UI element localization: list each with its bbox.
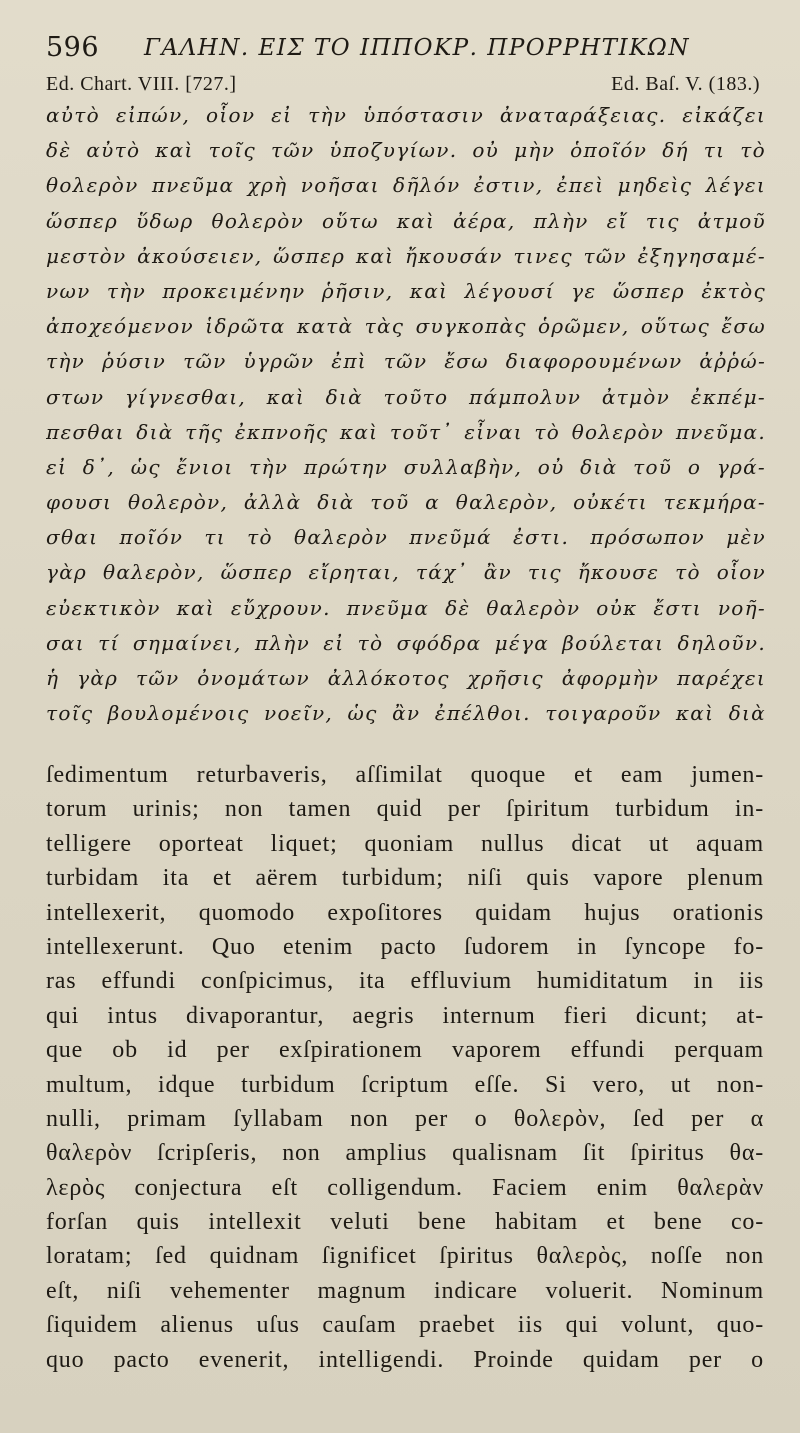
latin-line: ras effundi conſpicimus, ita effluvium humiditatum in iis — [46, 968, 764, 995]
edition-reference-basel: Ed. Baſ. V. (183.) — [611, 73, 760, 95]
greek-line: γὰρ θαλερὸν, ὥσπερ εἴρηται, τάχ᾽ ἂν τις ἤκουσε τὸ οἷον — [46, 560, 766, 585]
greek-line: στων γίγνεσθαι, καὶ διὰ τοῦτο πάμπολυν ἀτμὸν ἐκπέμ- — [46, 384, 766, 409]
latin-line: λερὸς conjectura eſt colligendum. Faciem enim θαλερὰν — [46, 1174, 764, 1201]
greek-line: θολερὸν πνεῦμα χρὴ νοῆσαι δῆλόν ἐστιν, ἐπεὶ μηδεὶς λέγει — [46, 173, 766, 198]
latin-line: intellexerit, quomodo expoſitores quidam hujus orationis — [46, 899, 764, 926]
greek-line: εἰ δ᾽, ὡς ἔνιοι τὴν πρώτην συλλαβὴν, οὐ διὰ τοῦ ο γρά- — [46, 454, 766, 479]
latin-line: loratam; ſed quidnam ſignificet ſpiritus θαλερὸς, noſſe non — [46, 1243, 764, 1270]
running-title: ΓΑΛΗΝ. ΕΙΣ ΤΟ ΙΠΠΟΚΡ. ΠΡΟΡΡΗΤΙΚΩΝ — [144, 35, 690, 61]
greek-line: νων τὴν προκειμένην ῥῆσιν, καὶ λέγουσί γε ὥσπερ ἐκτὸς — [46, 278, 766, 303]
latin-line: θαλερὸν ſcripſeris, non amplius qualisnam ſit ſpiritus θα- — [46, 1140, 764, 1167]
latin-line: que ob id per exſpirationem vaporem effundi perquam — [46, 1037, 764, 1064]
greek-text-block — [46, 98, 766, 731]
greek-line: ὥσπερ ὕδωρ θολερὸν οὕτω καὶ ἀέρα, πλὴν εἴ τις ἀτμοῦ — [46, 208, 766, 233]
greek-line: πεσθαι διὰ τῆς ἐκπνοῆς καὶ τοῦτ᾽ εἶναι τὸ θολερὸν πνεῦμα. — [46, 419, 766, 444]
latin-line: ſiquidem alienus uſus cauſam praebet iis qui volunt, quo- — [46, 1312, 764, 1339]
latin-line: nulli, primam ſyllabam non per ο θολερὸν, ſed per α — [46, 1105, 764, 1132]
greek-line: μεστὸν ἀκούσειεν, ὥσπερ καὶ ἤκουσάν τινες τῶν ἐξηγησαμέ- — [46, 243, 766, 268]
greek-line: ἀποχεόμενον ἱδρῶτα κατὰ τὰς συγκοπὰς ὁρῶμεν, οὕτως ἔσω — [46, 314, 766, 339]
greek-line: φουσι θολερὸν, ἀλλὰ διὰ τοῦ α θαλερὸν, οὐκέτι τεκμήρα- — [46, 490, 766, 515]
greek-line: δὲ αὐτὸ καὶ τοῖς τῶν ὑποζυγίων. οὐ μὴν ὁποῖόν δή τι τὸ — [46, 138, 766, 163]
page-header — [46, 30, 756, 66]
greek-line: αὐτὸ εἰπών, οἷον εἰ τὴν ὑπόστασιν ἀναταράξειας. εἰκάζει — [46, 103, 766, 127]
edition-reference-line — [46, 70, 760, 98]
greek-line: τοῖς βουλομένοις νοεῖν, ὡς ἂν ἐπέλθοι. τοιγαροῦν καὶ διὰ — [46, 701, 766, 726]
latin-line: torum urinis; non tamen quid per ſpiritum turbidum in- — [46, 796, 764, 823]
greek-line: σθαι ποῖόν τι τὸ θαλερὸν πνεῦμά ἐστι. πρόσωπον μὲν — [46, 525, 766, 550]
latin-line: qui intus divaporantur, aegris internum fieri dicunt; at- — [46, 1002, 764, 1029]
greek-line: εὐεκτικὸν καὶ εὔχρουν. πνεῦμα δὲ θαλερὸν οὐκ ἔστι νοῆ- — [46, 595, 766, 620]
latin-line: multum, idque turbidum ſcriptum eſſe. Si vero, ut non- — [46, 1071, 764, 1098]
page-number: 596 — [46, 32, 100, 63]
latin-line: quo pacto evenerit, intelligendi. Proinde quidam per ο — [46, 1346, 764, 1373]
greek-line: σαι τί σημαίνει, πλὴν εἰ τὸ σφόδρα μέγα βούλεται δηλοῦν. — [46, 630, 766, 655]
latin-line: intellexerunt. Quo etenim pacto ſudorem in ſyncope fo- — [46, 933, 764, 960]
latin-line: eſt, niſi vehementer magnum indicare voluerit. Nominum — [46, 1277, 764, 1304]
edition-reference-chartier: Ed. Chart. VIII. [727.] — [46, 73, 237, 95]
latin-line: ſedimentum returbaveris, aſſimilat quoque et eam jumen- — [46, 762, 764, 788]
latin-line: forſan quis intellexit veluti bene habitam et bene co- — [46, 1209, 764, 1236]
latin-line: telligere oporteat liquet; quoniam nullus dicat ut aquam — [46, 830, 764, 857]
latin-translation-block — [46, 758, 764, 1377]
latin-line: turbidam ita et aërem turbidum; niſi quis vapore plenum — [46, 865, 764, 892]
greek-line: τὴν ῥύσιν τῶν ὑγρῶν ἐπὶ τῶν ἔσω διαφορουμένων ἀῤῥώ- — [46, 349, 766, 374]
greek-line: ἡ γὰρ τῶν ὀνομάτων ἀλλόκοτος χρῆσις ἀφορμὴν παρέχει — [46, 666, 766, 690]
